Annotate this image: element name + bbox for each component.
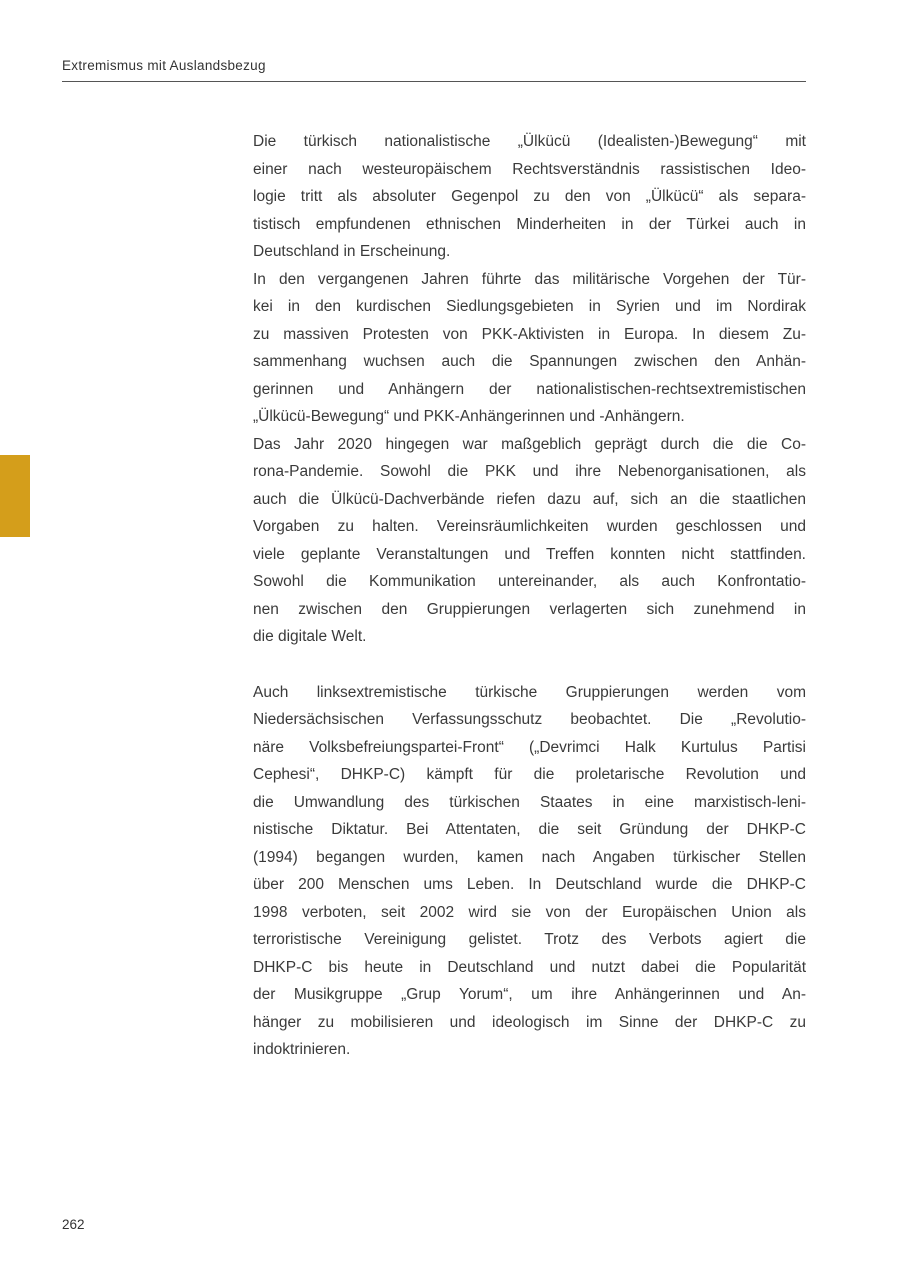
text-line: kei in den kurdischen Siedlungsgebieten in Syrien und im Nordirak	[253, 298, 806, 315]
text-line: sammenhang wuchsen auch die Spannungen zwischen den Anhän-	[253, 353, 806, 370]
text-line: rona-Pandemie. Sowohl die PKK und ihre Nebenorganisationen, als	[253, 463, 806, 480]
text-line: der Musikgruppe „Grup Yorum“, um ihre Anhängerinnen und An-	[253, 986, 806, 1003]
text-line: viele geplante Veranstaltungen und Treffen konnten nicht stattfinden.	[253, 545, 806, 563]
text-line: die digitale Welt.	[253, 628, 367, 645]
text-line: Das Jahr 2020 hingegen war maßgeblich geprägt durch die die Co-	[253, 435, 806, 453]
text-line: Cephesi“, DHKP-C) kämpft für die proletarische Revolution und	[253, 766, 806, 783]
text-line: nen zwischen den Gruppierungen verlagerten sich zunehmend in	[253, 600, 806, 618]
text-line: terroristische Vereinigung gelistet. Trotz des Verbots agiert die	[253, 931, 806, 948]
text-line: Deutschland in Erscheinung.	[253, 243, 451, 260]
paragraph	[253, 128, 806, 266]
body-text	[253, 128, 806, 1064]
text-line: „Ülkücü-Bewegung“ und PKK-Anhängerinnen und -Anhängern.	[253, 408, 685, 425]
paragraph	[253, 679, 806, 1064]
text-line: logie tritt als absoluter Gegenpol zu den von „Ülkücü“ als separa-	[253, 188, 806, 205]
text-line: über 200 Menschen ums Leben. In Deutschland wurde die DHKP-C	[253, 876, 806, 893]
text-line: gerinnen und Anhängern der nationalistischen-rechtsextremistischen	[253, 380, 806, 398]
header-rule	[62, 81, 806, 82]
paragraph	[253, 266, 806, 431]
text-line: Auch linksextremistische türkische Gruppierungen werden vom	[253, 683, 806, 701]
text-line: 1998 verboten, seit 2002 wird sie von der Europäischen Union als	[253, 903, 806, 921]
text-line: näre Volksbefreiungspartei-Front“ („Devrimci Halk Kurtulus Partisi	[253, 738, 806, 756]
text-line: auch die Ülkücü-Dachverbände riefen dazu auf, sich an die staatlichen	[253, 490, 806, 508]
text-line: zu massiven Protesten von PKK-Aktivisten in Europa. In diesem Zu-	[253, 325, 806, 343]
text-line: einer nach westeuropäischem Rechtsverständnis rassistischen Ideo-	[253, 160, 806, 178]
text-line: In den vergangenen Jahren führte das militärische Vorgehen der Tür-	[253, 270, 806, 288]
text-line: tistisch empfundenen ethnischen Minderheiten in der Türkei auch in	[253, 215, 806, 233]
accent-bar	[0, 455, 30, 537]
text-line: indoktrinieren.	[253, 1041, 351, 1058]
text-line: Vorgaben zu halten. Vereinsräumlichkeiten wurden geschlossen und	[253, 518, 806, 535]
text-line: hänger zu mobilisieren und ideologisch im Sinne der DHKP-C zu	[253, 1013, 806, 1031]
text-line: DHKP-C bis heute in Deutschland und nutzt dabei die Popularität	[253, 958, 806, 976]
text-line: Niedersächsischen Verfassungsschutz beobachtet. Die „Revolutio-	[253, 711, 806, 728]
text-line: Die türkisch nationalistische „Ülkücü (Idealisten-)Bewegung“ mit	[253, 133, 806, 150]
text-line: die Umwandlung des türkischen Staates in eine marxistisch-leni-	[253, 793, 806, 811]
running-header: Extremismus mit Auslandsbezug	[62, 58, 266, 73]
page-number: 262	[62, 1217, 85, 1232]
text-line: nistische Diktatur. Bei Attentaten, die seit Gründung der DHKP-C	[253, 821, 806, 838]
text-line: Sowohl die Kommunikation untereinander, als auch Konfrontatio-	[253, 573, 806, 590]
text-line: (1994) begangen wurden, kamen nach Angaben türkischer Stellen	[253, 848, 806, 866]
paragraph	[253, 431, 806, 651]
